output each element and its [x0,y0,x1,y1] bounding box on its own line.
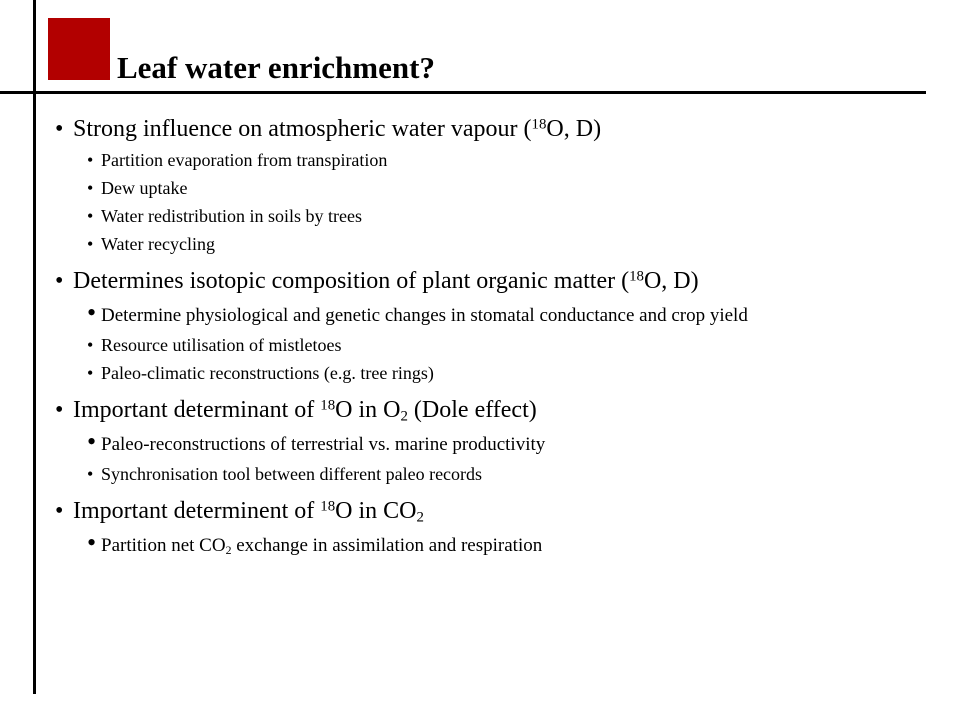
list-item: • Partition evaporation from transpiration [87,150,388,170]
list-item: • Resource utilisation of mistletoes [87,335,342,355]
title-accent-square [48,18,110,80]
list-item: • Determine physiological and genetic changes in stomatal conductance and crop yield [87,298,748,327]
list-item: • Paleo-climatic reconstructions (e.g. tree rings) [87,363,434,383]
section-1-heading: • Strong influence on atmospheric water vapour ($^{18}$O, D) [55,112,935,146]
list-item: • Synchronisation tool between different paleo records [87,464,483,484]
section-4-heading: • Important determinent of $^{18}$O in $CO_2$ [55,494,935,528]
header-horizontal-rule [0,91,926,94]
bullet: • [55,268,64,294]
list-item: • Water redistribution in soils by trees [87,206,362,226]
list-item: • Partition net $CO_2$ exchange in assimilation and respiration [87,528,543,557]
bullet: • [55,498,64,524]
bullet: • [55,116,64,142]
slide-body [55,112,935,561]
slide-title: Leaf water enrichment? [117,50,435,85]
section-3-heading: • Important determinant of $^{18}$O in $O_2$ (Dole effect) [55,393,935,427]
bullet: • [55,397,64,423]
section-2-heading: • Determines isotopic composition of plant organic matter ($^{18}$O, D) [55,264,935,298]
list-item: • Paleo-reconstructions of terrestrial vs. marine productivity [87,427,546,456]
list-item: • Water recycling [87,234,215,254]
list-item: • Dew uptake [87,178,188,198]
left-vertical-rule [33,0,36,694]
